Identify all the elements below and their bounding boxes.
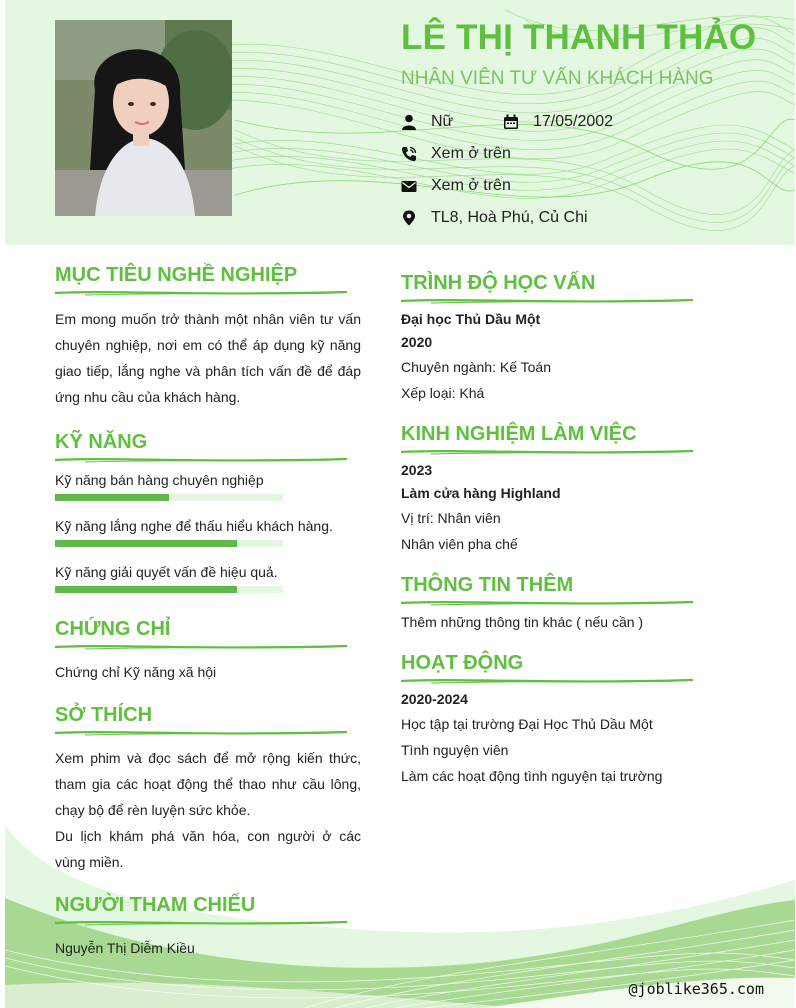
title-underline — [55, 456, 347, 464]
phone-value: Xem ở trên — [431, 145, 511, 162]
hobbies-text-1: Xem phim và đọc sách để mở rộng kiến thức, tham gia các hoạt động thể thao như cầu lông, chạy bộ để rèn luyện sức khỏe. — [55, 750, 361, 818]
certificates-title: CHỨNG CHỈ — [55, 618, 171, 640]
birthday-row — [503, 113, 613, 131]
hobbies-title: SỞ THÍCH — [55, 704, 153, 726]
phone-icon — [401, 146, 417, 162]
skill-label: Kỹ năng lắng nghe để thấu hiểu khách hàng. — [55, 518, 333, 534]
email-icon — [401, 178, 417, 194]
education-title: TRÌNH ĐỘ HỌC VẤN — [401, 272, 596, 294]
references-text: Nguyễn Thị Diễm Kiều — [55, 940, 195, 956]
experience-year: 2023 — [401, 462, 433, 478]
hobbies-text-2: Du lịch khám phá văn hóa, con người ở các vùng miền. — [55, 828, 361, 870]
gender-row — [401, 113, 453, 131]
title-underline — [55, 289, 347, 297]
profile-photo — [55, 20, 232, 216]
skill-bar-track — [55, 540, 283, 547]
address-value: TL8, Hoà Phú, Củ Chi — [431, 209, 588, 226]
certificates-section — [55, 618, 361, 685]
experience-role: Nhân viên pha chế — [401, 536, 518, 552]
activities-line-1: Học tập tại trường Đại Học Thủ Dầu Một — [401, 716, 653, 732]
title-underline — [55, 919, 347, 927]
skills-section — [55, 431, 361, 593]
experience-section — [401, 423, 701, 557]
education-grade: Xếp loại: Khá — [401, 385, 485, 401]
activities-line-2: Tình nguyện viên — [401, 742, 509, 758]
candidate-name: LÊ THỊ THANH THẢO — [401, 18, 757, 57]
extra-title: THÔNG TIN THÊM — [401, 574, 574, 596]
skill-bar-fill — [55, 540, 237, 547]
title-underline — [401, 677, 693, 685]
skills-list — [55, 472, 361, 593]
skill-label: Kỹ năng giải quyết vấn đề hiệu quả. — [55, 564, 278, 580]
extra-section — [401, 574, 701, 635]
title-underline — [401, 599, 693, 607]
phone-row — [401, 145, 511, 163]
location-icon — [401, 210, 417, 226]
references-section — [55, 894, 361, 961]
activities-line-3: Làm các hoạt động tình nguyện tại trường — [401, 768, 663, 784]
watermark: @joblike365.com — [628, 980, 764, 998]
experience-title: KINH NGHIỆM LÀM VIỆC — [401, 423, 637, 445]
email-value: Xem ở trên — [431, 177, 511, 194]
birthday-value: 17/05/2002 — [533, 113, 614, 130]
skill-bar-fill — [55, 494, 169, 501]
skill-item — [55, 564, 361, 593]
skill-item — [55, 518, 361, 547]
education-school: Đại học Thủ Dầu Một — [401, 311, 541, 327]
activities-period: 2020-2024 — [401, 691, 468, 707]
job-title: NHÂN VIÊN TƯ VẤN KHÁCH HÀNG — [401, 68, 714, 89]
education-major: Chuyên ngành: Kế Toán — [401, 359, 551, 375]
title-underline — [55, 643, 347, 651]
address-row — [401, 209, 588, 227]
extra-text: Thêm những thông tin khác ( nếu cần ) — [401, 614, 644, 630]
experience-company: Làm cửa hàng Highland — [401, 485, 561, 501]
education-section — [401, 272, 701, 406]
hobbies-section — [55, 704, 361, 875]
calendar-icon — [503, 114, 519, 130]
skill-bar-track — [55, 586, 283, 593]
skill-bar-fill — [55, 586, 237, 593]
references-title: NGƯỜI THAM CHIẾU — [55, 894, 256, 916]
skill-item — [55, 472, 361, 501]
objective-title: MỤC TIÊU NGHỀ NGHIỆP — [55, 264, 298, 286]
education-year: 2020 — [401, 334, 433, 350]
skills-title: KỸ NĂNG — [55, 431, 148, 453]
user-icon — [401, 114, 417, 130]
email-row — [401, 177, 511, 195]
experience-position: Vị trí: Nhân viên — [401, 510, 501, 526]
activities-title: HOẠT ĐỘNG — [401, 652, 524, 674]
objective-section — [55, 264, 361, 410]
title-underline — [401, 297, 693, 305]
title-underline — [55, 729, 347, 737]
gender-value: Nữ — [431, 113, 454, 130]
certificates-text: Chứng chỉ Kỹ năng xã hội — [55, 664, 217, 680]
left-column — [55, 264, 361, 961]
title-underline — [401, 448, 693, 456]
cv-page — [5, 0, 795, 1008]
right-column — [401, 272, 701, 789]
skill-bar-track — [55, 494, 283, 501]
activities-section — [401, 652, 701, 789]
skill-label: Kỹ năng bán hàng chuyên nghiệp — [55, 472, 264, 488]
objective-text: Em mong muốn trở thành một nhân viên tư vấn chuyên nghiệp, nơi em có thể áp dụng kỹ năng giao tiếp, lắng nghe và phân tích vấn đề để đáp ứng nhu cầu của khách hàng. — [55, 311, 361, 405]
